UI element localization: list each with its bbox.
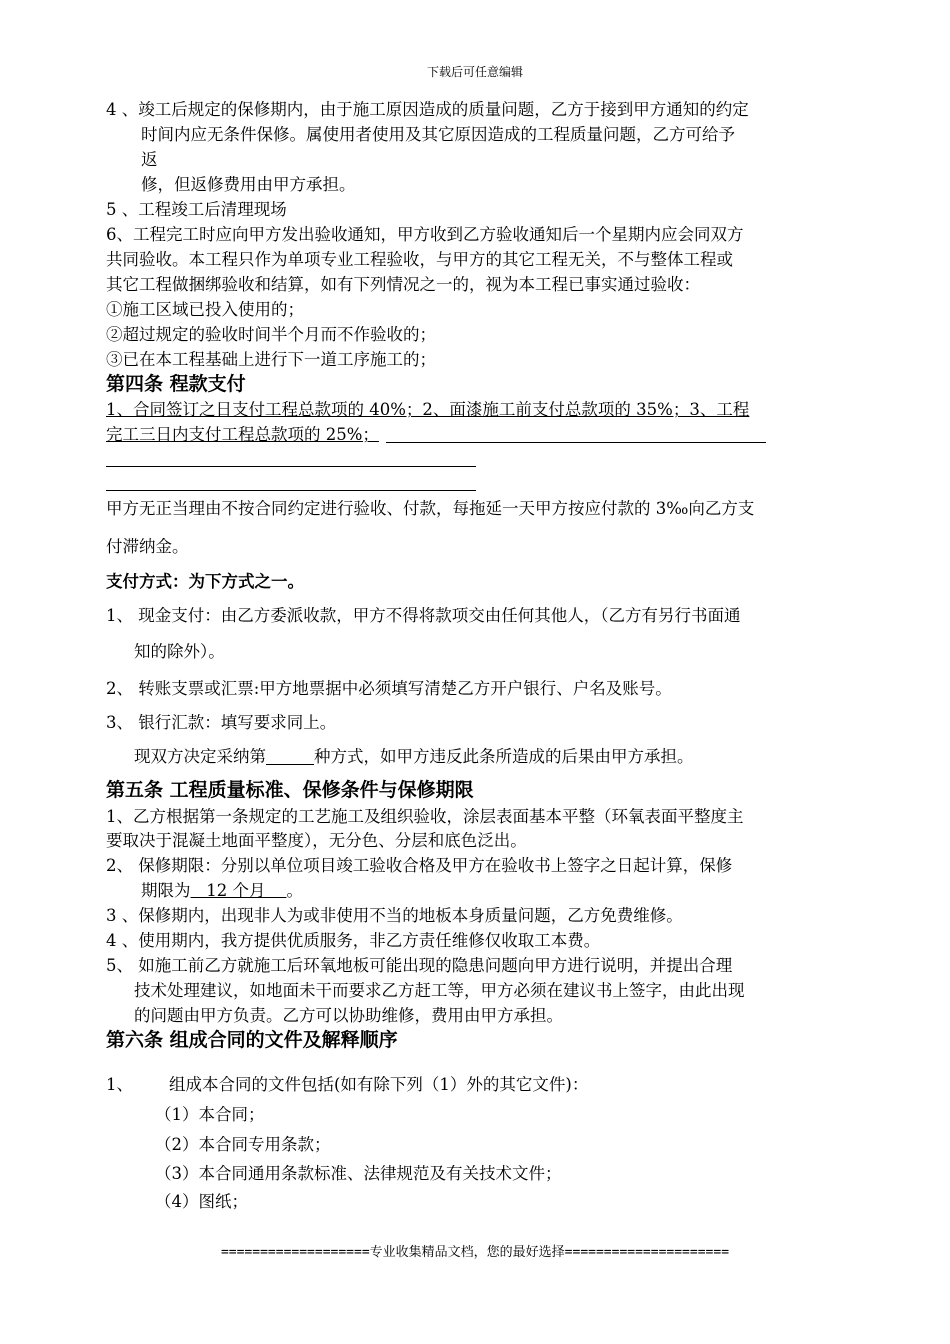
quality-item-1-line-1: 1、乙方根据第一条规定的工艺施工及组织验收，涂层表面基本平整（环氧表面平整度主 — [106, 807, 744, 826]
quality-item-4: 4 、使用期内，我方提供优质服务，非乙方责任维修仅收取工本费。 — [106, 931, 601, 950]
quality-item-1-line-2: 要取决于混凝土地面平整度），无分色、分层和底色泛出。 — [106, 831, 527, 850]
payment-cash-line-1: 1、 现金支付：由乙方委派收款，甲方不得将款项交由任何其他人，（乙方有另行书面通 — [106, 606, 741, 625]
quality-item-2-line-2 — [141, 880, 303, 902]
warranty-end: 。 — [286, 881, 303, 900]
fill-in-line — [106, 466, 476, 467]
document-item: （4）图纸； — [155, 1192, 248, 1211]
fill-in-line — [386, 442, 766, 443]
document-item: （3）本合同通用条款标准、法律规范及有关技术文件； — [155, 1164, 562, 1183]
clause-4-line-2: 时间内应无条件保修。属使用者使用及其它原因造成的工程质量问题，乙方可给予 — [141, 125, 735, 144]
acceptance-item-1: ①施工区域已投入使用的； — [106, 300, 304, 319]
payment-transfer: 2、 转账支票或汇票:甲方地票据中必须填写清楚乙方开户银行、户名及账号。 — [106, 679, 672, 698]
article-6-title: 第六条 组成合同的文件及解释顺序 — [106, 1029, 398, 1051]
payment-cash-line-2: 知的除外）。 — [134, 642, 225, 661]
clause-6-line-3: 其它工程做捆绑验收和结算，如有下列情况之一的，视为本工程已事实通过验收： — [106, 275, 700, 294]
warranty-period: 12 个月 — [190, 881, 287, 900]
clause-6-line-2: 共同验收。本工程只作为单项专业工程验收，与甲方的其它工程无关，不与整体工程或 — [106, 250, 733, 269]
payment-remit: 3、 银行汇款：填写要求同上。 — [106, 713, 337, 732]
clause-6-line-1: 6、工程完工时应向甲方发出验收通知，甲方收到乙方验收通知后一个星期内应会同双方 — [106, 225, 744, 244]
documents-intro-number: 1、 — [106, 1075, 133, 1094]
payment-choice-blank — [266, 748, 314, 765]
clause-5: 5 、工程竣工后清理现场 — [106, 200, 287, 219]
article-4-title: 第四条 程款支付 — [106, 373, 246, 395]
documents-intro: 组成本合同的文件包括(如有除下列（1）外的其它文件)： — [169, 1075, 589, 1094]
clause-4-line-1: 4 、竣工后规定的保修期内，由于施工原因造成的质量问题，乙方于接到甲方通知的约定 — [106, 100, 749, 119]
fill-in-line — [106, 490, 476, 491]
quality-item-5-line-2: 技术处理建议，如地面未干而要求乙方赶工等，甲方必须在建议书上签字，由此出现 — [134, 981, 745, 1000]
late-penalty-line-2: 付滞纳金。 — [106, 537, 189, 556]
article-5-title: 第五条 工程质量标准、保修条件与保修期限 — [106, 779, 474, 801]
clause-4-line-3: 返 — [141, 150, 158, 169]
page-footer: ===================专业收集精品文档，您的最好选择===================== — [220, 1245, 730, 1260]
document-item: （1）本合同； — [155, 1105, 265, 1124]
payment-choice — [134, 746, 694, 768]
payment-schedule-line-1: 1、合同签订之日支付工程总款项的 40%；2、面漆施工前支付总款项的 35%；3、工程 — [106, 400, 750, 419]
payment-choice-before: 现双方决定采纳第 — [134, 747, 266, 766]
acceptance-item-2: ②超过规定的验收时间半个月而不作验收的； — [106, 325, 436, 344]
quality-item-5-line-3: 的问题由甲方负责。乙方可以协助维修，费用由甲方承担。 — [134, 1006, 563, 1025]
quality-item-3: 3 、保修期内，出现非人为或非使用不当的地板本身质量问题，乙方免费维修。 — [106, 906, 683, 925]
page-header: 下载后可任意编辑 — [426, 65, 523, 79]
payment-schedule-line-2: 完工三日内支付工程总款项的 25%； — [106, 425, 379, 444]
document-item: （2）本合同专用条款； — [155, 1135, 331, 1154]
late-penalty-line-1: 甲方无正当理由不按合同约定进行验收、付款，每拖延一天甲方按应付款的 3‰向乙方支 — [106, 499, 755, 518]
acceptance-item-3: ③已在本工程基础上进行下一道工序施工的； — [106, 350, 436, 369]
clause-4-line-4: 修，但返修费用由甲方承担。 — [141, 175, 356, 194]
quality-item-2-line-1: 2、 保修期限：分别以单位项目竣工验收合格及甲方在验收书上签字之日起计算，保修 — [106, 856, 733, 875]
payment-choice-after: 种方式，如甲方违反此条所造成的后果由甲方承担。 — [314, 747, 694, 766]
warranty-label: 期限为 — [141, 881, 191, 900]
quality-item-5-line-1: 5、 如施工前乙方就施工后环氧地板可能出现的隐患问题向甲方进行说明，并提出合理 — [106, 956, 733, 975]
payment-method-title: 支付方式：为下方式之一。 — [106, 572, 304, 591]
